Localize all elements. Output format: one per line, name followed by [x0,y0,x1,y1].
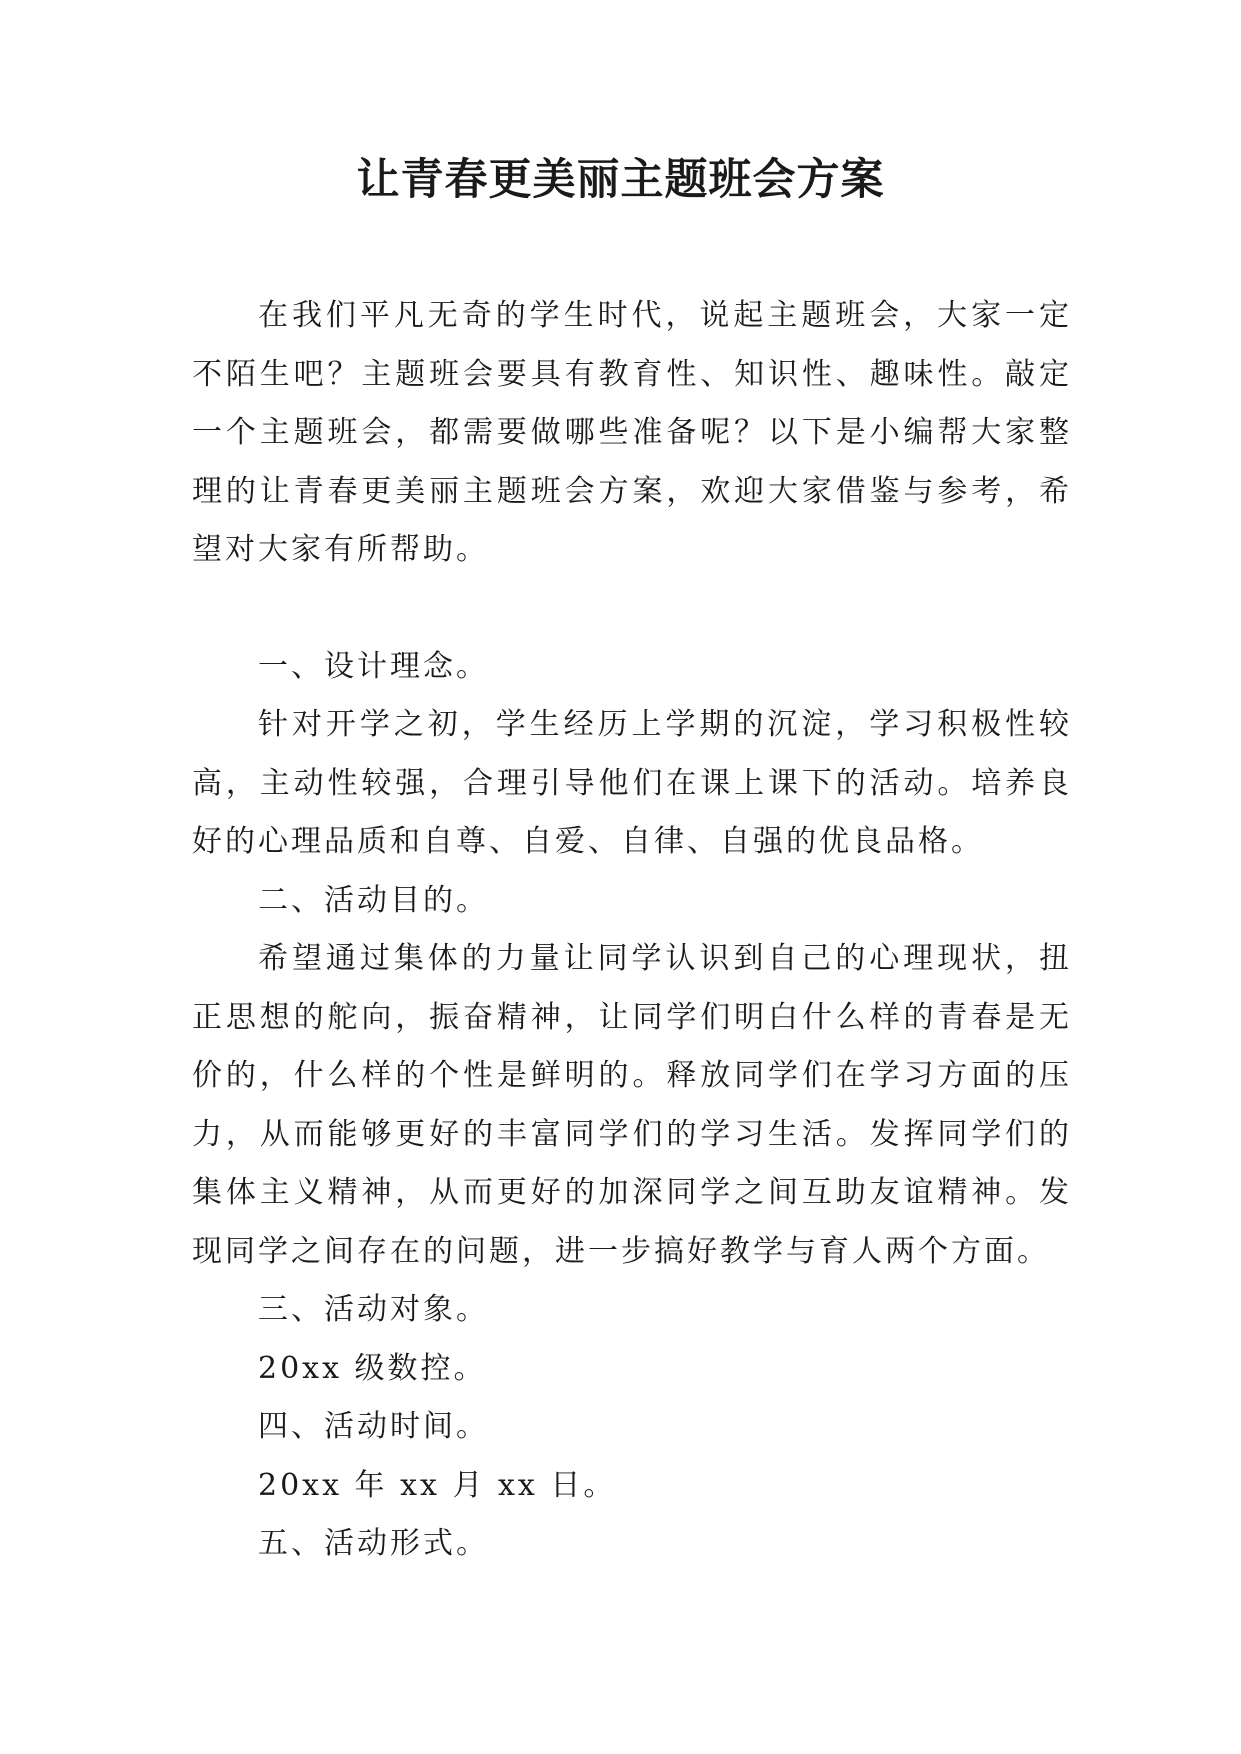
document-title: 让青春更美丽主题班会方案 [356,155,885,205]
section-heading-activity-target: 三、活动对象。 [258,1292,489,1327]
section-heading-activity-time: 四、活动时间。 [258,1409,489,1444]
section-heading-activity-form: 五、活动形式。 [258,1526,489,1561]
paragraph-spacer [192,580,1072,638]
section-heading-activity-purpose: 二、活动目的。 [258,882,489,918]
section-heading-design-concept: 一、设计理念。 [258,648,489,684]
section-body-activity-purpose: 希望通过集体的力量让同学认识到自己的心理现状，扭正思想的舵向，振奋精神，让同学们明白什么样的青春是无价的，什么样的个性是鲜明的。释放同学们在学习方面的压力，从而能够更好的丰富同学们的学习生活。发挥同学们的集体主义精神，从而更好的加深同学之间互助友谊精神。发现同学之间存在的问题，进一步搞好教学与育人两个方面。 [192,941,1072,1269]
document-body [192,287,1072,1574]
section-body-activity-target: 20xx 级数控。 [258,1350,487,1386]
section-body-activity-time: 20xx 年 xx 月 xx 日。 [258,1467,617,1503]
intro-paragraph: 在我们平凡无奇的学生时代，说起主题班会，大家一定不陌生吧？主题班会要具有教育性、知识性、趣味性。敲定一个主题班会，都需要做哪些准备呢？以下是小编帮大家整理的让青春更美丽主题班会方案，欢迎大家借鉴与参考，希望对大家有所帮助。 [192,298,1072,567]
section-body-design-concept: 针对开学之初，学生经历上学期的沉淀，学习积极性较高，主动性较强，合理引导他们在课上课下的活动。培养良好的心理品质和自尊、自爱、自律、自强的优良品格。 [192,707,1072,859]
